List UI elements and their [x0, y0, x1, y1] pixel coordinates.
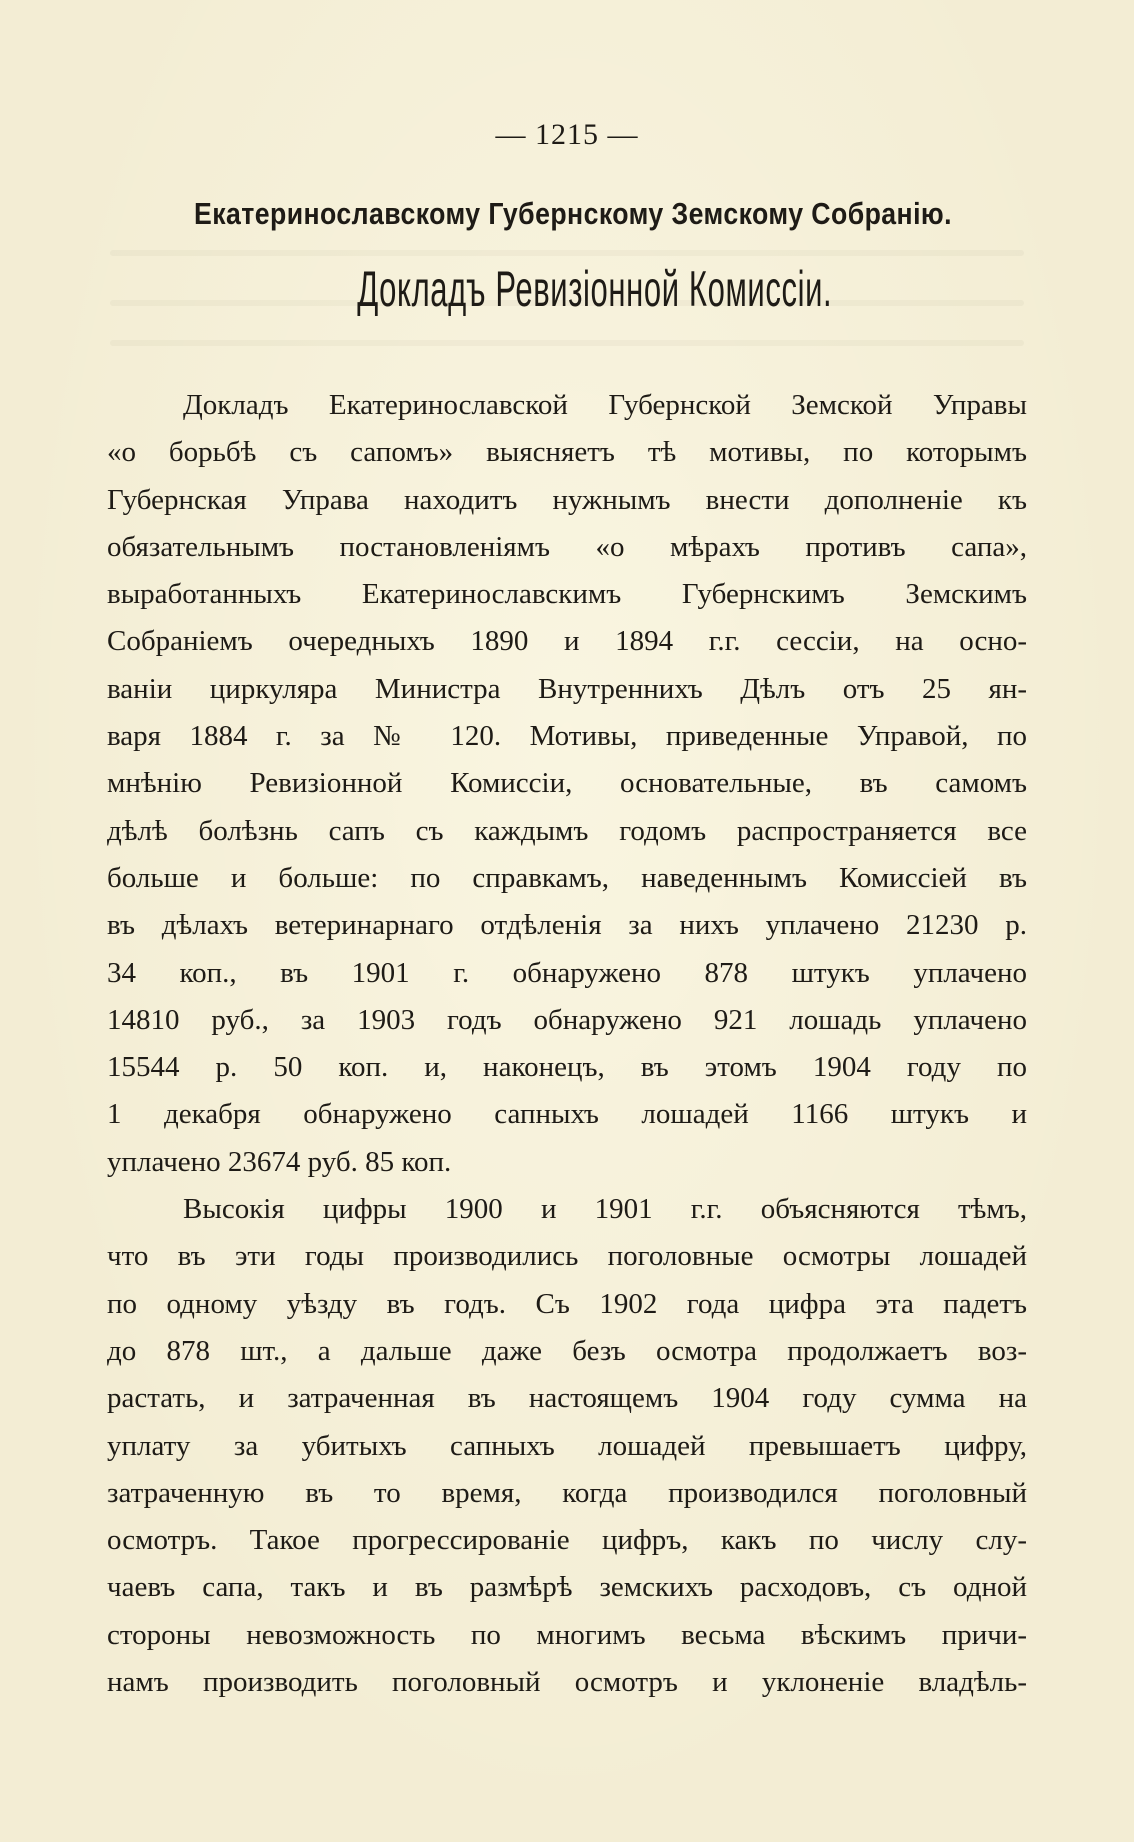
text-line: 15544 р. 50 коп. и, наконецъ, въ этомъ 1904 году по: [107, 1051, 1027, 1084]
text-line: выработанныхъ Екатеринославскимъ Губернскимъ Земскимъ: [107, 578, 1027, 611]
text-line: Собраніемъ очередныхъ 1890 и 1894 г.г. сессіи, на осно-: [107, 625, 1027, 658]
text-line: мнѣнію Ревизіонной Комиссіи, основательные, въ самомъ: [107, 767, 1027, 800]
text-line: 14810 руб., за 1903 годъ обнаружено 921 лошадь уплачено: [107, 1003, 1027, 1036]
text-line: обязательнымъ постановленіямъ «о мѣрахъ противъ сапа»,: [107, 530, 1027, 563]
text-line: растать, и затраченная въ настоящемъ 1904 году сумма на: [107, 1382, 1027, 1415]
text-line: намъ производить поголовный осмотръ и уклоненіе владѣль-: [107, 1666, 1027, 1699]
text-line: въ дѣлахъ ветеринарнаго отдѣленія за нихъ уплачено 21230 р.: [107, 909, 1027, 942]
text-line: 34 коп., въ 1901 г. обнаружено 878 штукъ уплачено: [107, 956, 1027, 989]
body-text: [107, 382, 1027, 1706]
text-line: уплачено 23674 руб. 85 коп.: [107, 1145, 452, 1178]
bleed-through-mark: [110, 340, 1024, 346]
text-line: ваніи циркуляра Министра Внутреннихъ Дѣлъ отъ 25 ян-: [107, 672, 1027, 705]
text-line: больше и больше: по справкамъ, наведеннымъ Комиссіей въ: [107, 861, 1027, 894]
text-line: уплату за убитыхъ сапныхъ лошадей превышаетъ цифру,: [107, 1429, 1027, 1462]
document-heading: Екатеринославскому Губернскому Земскому Собранію.: [194, 196, 952, 231]
text-line: затраченную въ то время, когда производился поголовный: [107, 1476, 1027, 1509]
bleed-through-mark: [110, 250, 1024, 256]
page-number: — 1215 —: [495, 118, 639, 151]
text-line: осмотръ. Такое прогрессированіе цифръ, какъ по числу слу-: [107, 1524, 1027, 1557]
text-line: что въ эти годы производились поголовные осмотры лошадей: [107, 1240, 1027, 1273]
text-line: Высокія цифры 1900 и 1901 г.г. объясняются тѣмъ,: [183, 1193, 1027, 1226]
text-line: чаевъ сапа, такъ и въ размѣрѣ земскихъ расходовъ, съ одной: [107, 1571, 1027, 1604]
text-line: стороны невозможность по многимъ весьма вѣскимъ причи-: [107, 1618, 1027, 1651]
document-subheading: Докладъ Ревизіонной Комиссіи.: [357, 261, 833, 317]
text-line: Докладъ Екатеринославской Губернской Земской Управы: [183, 389, 1027, 421]
text-line: варя 1884 г. за № 120. Мотивы, приведенные Управой, по: [107, 720, 1027, 753]
text-line: до 878 шт., а дальше даже безъ осмотра продолжаетъ воз-: [107, 1334, 1027, 1367]
text-line: 1 декабря обнаружено сапныхъ лошадей 1166 штукъ и: [107, 1098, 1027, 1131]
text-line: «о борьбѣ съ сапомъ» выясняетъ тѣ мотивы, по которымъ: [107, 436, 1027, 469]
text-line: Губернская Управа находитъ нужнымъ внести дополненіе къ: [107, 483, 1027, 516]
text-line: по одному уѣзду въ годъ. Съ 1902 года цифра эта падетъ: [107, 1287, 1027, 1320]
text-line: дѣлѣ болѣзнь сапъ съ каждымъ годомъ распространяется все: [107, 814, 1027, 847]
